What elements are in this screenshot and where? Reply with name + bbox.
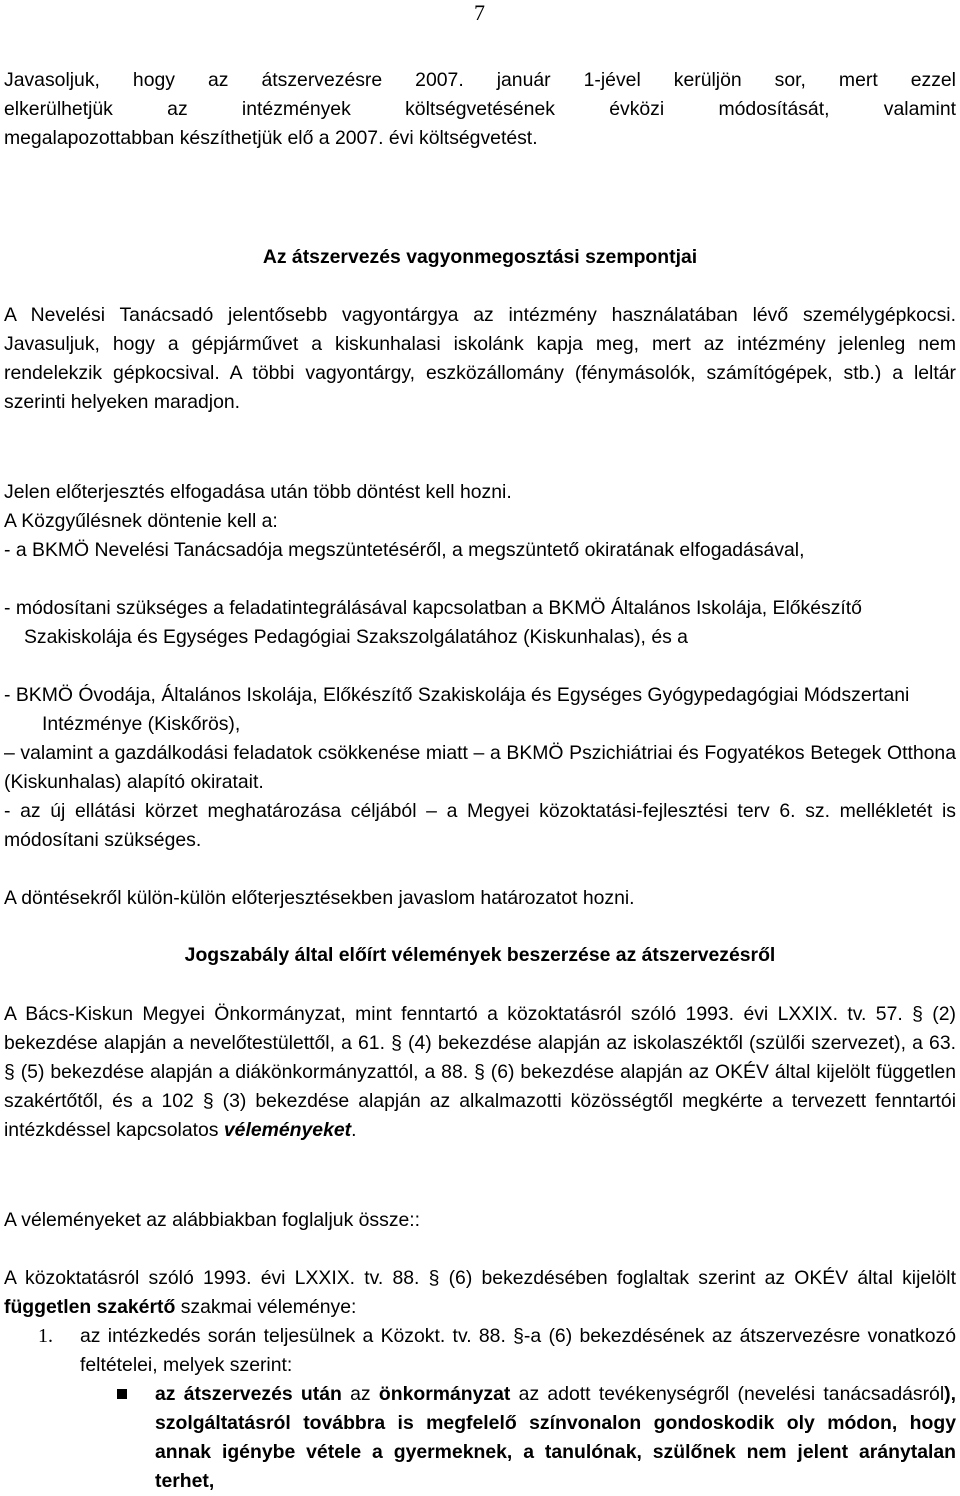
- square-bullet-icon: [117, 1389, 127, 1399]
- section1-paragraph-4: A döntésekről külön-külön előterjesztésekben javaslom határozatot hozni.: [4, 887, 635, 909]
- section1-paragraph-1: A Nevelési Tanácsadó jelentősebb vagyontárgya az intézmény használatában lévő személygépkocsi. Javasuljuk, hogy a gépjárművet a kiskunhalasi iskolánk kapja meg, mert az intézmény jelenleg nem rendelekzik gépkocsival. A többi vagyontárgy, eszközállomány (fénymásolók, számítógépek, stb.) a leltár szerinti helyeken maradjon.: [4, 304, 956, 413]
- intro-line-2: elkerülhetjük az intézmények költségvetésének évközi módosítását, valamint: [4, 98, 956, 120]
- bullet-bold-2: önkormányzat: [378, 1383, 511, 1405]
- decision-item-4: – valamint a gazdálkodási feladatok csökkenése miatt – a BKMÖ Pszichiátriai és Fogyatékos Betegek Otthona (Kiskunhalas) alapító okiratait.: [4, 742, 956, 793]
- numbered-item-1: [0, 1322, 956, 1380]
- section1-paragraph-3: A Közgyűlésnek döntenie kell a:: [4, 510, 278, 532]
- bullet-item-1-text: [155, 1380, 956, 1496]
- page-number: 7: [474, 0, 485, 25]
- intro-paragraph: [4, 66, 956, 153]
- section-heading-velemenyek: Jogszabály által előírt vélemények beszerzése az átszervezésről: [184, 944, 776, 966]
- section2-paragraph-3-text-c: szakmai véleménye:: [175, 1296, 357, 1318]
- section2-paragraph-3-text-a: A közoktatásról szóló 1993. évi LXXIX. tv. 88. § (6) bekezdésében foglaltak szerint az OKÉV által kijelölt: [4, 1267, 956, 1289]
- intro-line-3: megalapozottabban készíthetjük elő a 2007. évi költségvetést.: [4, 127, 538, 149]
- decision-item-1: - a BKMÖ Nevelési Tanácsadója megszüntetéséről, a megszüntető okiratának elfogadásával,: [4, 539, 805, 561]
- intro-line-1: Javasoljuk, hogy az átszervezésre 2007. január 1-jével kerüljön sor, mert ezzel: [4, 69, 956, 91]
- decision-item-3: - BKMÖ Óvodája, Általános Iskolája, Előkészítő Szakiskolája és Egységes Gyógypedagógiai Módszertani Intézménye (Kiskőrös),: [4, 684, 910, 735]
- bullet-bold-1: az átszervezés után: [155, 1383, 342, 1405]
- section-heading-vagyonmegosztas: Az átszervezés vagyonmegosztási szempontjai: [262, 246, 698, 268]
- bullet-bold-3: ), szolgáltatásról továbbra is megfelelő színvonalon gondoskodik oly módon, hogy annak igénybe vétele a gyermeknek, a tanulónak, szülőnek nem jelent aránytalan terhet,: [155, 1383, 956, 1492]
- section2-paragraph-2: A véleményeket az alábbiakban foglaljuk össze::: [4, 1209, 421, 1231]
- bullet-text-1: az: [341, 1383, 379, 1405]
- section2-paragraph-1-end: .: [351, 1119, 357, 1141]
- bullet-item-1: [0, 1380, 956, 1496]
- numbered-item-1-text: az intézkedés során teljesülnek a Közokt. tv. 88. §-a (6) bekezdésének az átszervezésre vonatkozó feltételei, melyek szerint:: [80, 1325, 956, 1376]
- bullet-text-2: az adott tevékenységről (nevelési tanácsadásról: [510, 1383, 945, 1405]
- section1-paragraph-2: Jelen előterjesztés elfogadása után több döntést kell hozni.: [4, 481, 512, 503]
- list-number: 1.: [38, 1325, 53, 1347]
- section2-paragraph-1-text: A Bács-Kiskun Megyei Önkormányzat, mint fenntartó a közoktatásról szóló 1993. évi LXXIX. tv. 57. § (2) bekezdése alapján a nevelőtestülettől, a 61. § (4) bekezdése alapján az iskolaszéktől (szülői szervezet), a 63. § (5) bekezdése alapján a diákönkormányzattól, a 88. § (6) bekezdése alapján az OKÉV által kijelölt független szakértőtől, és a 102 § (3) bekezdése alapján az alkalmazotti közösségtől megkérte a tervezett fenntartói intézkdéssel kapcsolatos: [4, 1003, 956, 1141]
- fuggetlen-szakerto-emphasis: független szakértő: [4, 1296, 176, 1318]
- decision-item-5: - az új ellátási körzet meghatározása céljából – a Megyei közoktatási-fejlesztési terv 6. sz. mellékletét is módosítani szükséges.: [4, 800, 956, 851]
- decision-item-2: - módosítani szükséges a feladatintegrálásával kapcsolatban a BKMÖ Általános Iskolája, Előkészítő Szakiskolája és Egységes Pedagógiai Szakszolgálatához (Kiskunhalas), és a: [4, 597, 862, 648]
- velemenyeket-emphasis: véleményeket: [223, 1119, 352, 1141]
- section2-paragraph-3: [4, 1264, 956, 1322]
- section2-paragraph-1: [4, 1000, 956, 1145]
